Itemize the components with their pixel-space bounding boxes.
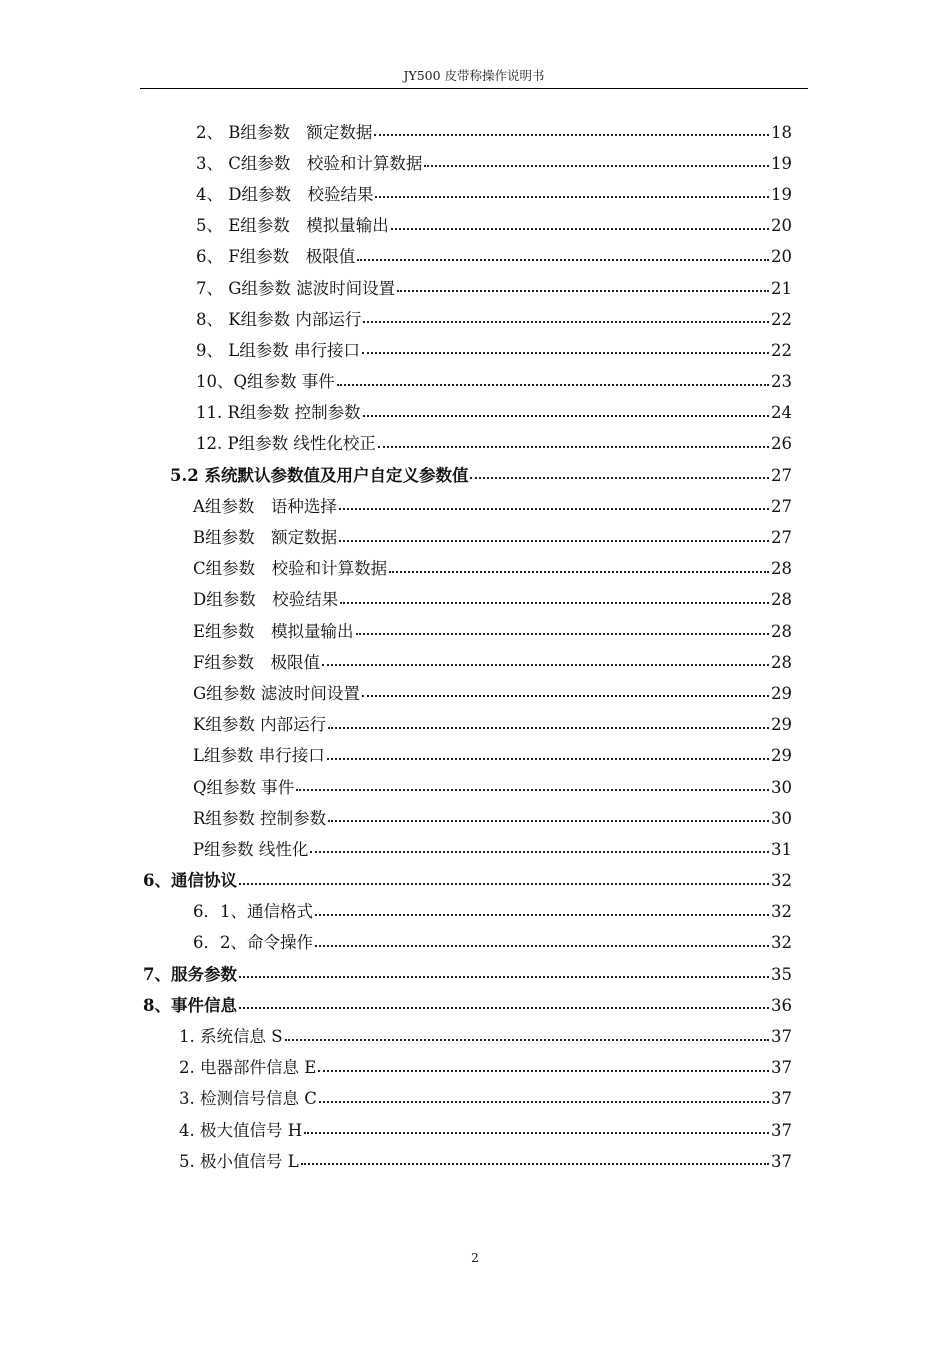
toc-entry-label: B组参数 额定数据 <box>193 528 338 548</box>
toc-entry-page: 23 <box>771 372 792 392</box>
toc-entry[interactable] <box>0 1021 950 1052</box>
toc-entry[interactable] <box>0 335 950 366</box>
toc-entry[interactable] <box>0 678 950 709</box>
toc-entry[interactable] <box>0 211 950 242</box>
toc-entry-page: 37 <box>771 1120 792 1140</box>
toc-entry-page: 28 <box>771 621 792 641</box>
toc-entry-label: D组参数 校验结果 <box>193 590 339 610</box>
dot-leader <box>362 351 769 354</box>
toc-entry-label: G组参数 滤波时间设置 <box>193 683 360 703</box>
dot-leader <box>328 726 769 729</box>
dot-leader <box>319 1100 769 1103</box>
toc-entry-page: 31 <box>771 839 792 859</box>
toc-entry-label: 1. 系统信息 S <box>179 1027 283 1047</box>
toc-entry-label: K组参数 内部运行 <box>193 715 327 735</box>
toc-entry-page: 26 <box>771 434 792 454</box>
toc-entry-page: 28 <box>771 559 792 579</box>
toc-entry-label: 2、 B组参数 额定数据 <box>196 122 373 142</box>
toc-entry[interactable] <box>0 179 950 210</box>
toc-entry[interactable] <box>0 367 950 398</box>
dot-leader <box>357 258 769 261</box>
toc-entry[interactable] <box>0 866 950 897</box>
toc-entry[interactable] <box>0 554 950 585</box>
toc-entry[interactable] <box>0 959 950 990</box>
page-footer <box>0 1250 950 1265</box>
toc-entry-page: 37 <box>771 1089 792 1109</box>
toc-entry[interactable] <box>0 1053 950 1084</box>
toc-entry-page: 21 <box>771 278 792 298</box>
toc-entry-page: 19 <box>771 184 792 204</box>
toc-entry-label: 7、服务参数 <box>143 964 237 984</box>
dot-leader <box>363 320 769 323</box>
toc-entry-label: 4、 D组参数 校验结果 <box>196 184 374 204</box>
toc-entry-label: R组参数 控制参数 <box>193 808 327 828</box>
toc-entry[interactable] <box>0 1084 950 1115</box>
toc-entry[interactable] <box>0 117 950 148</box>
toc-entry[interactable] <box>0 522 950 553</box>
dot-leader <box>339 539 769 542</box>
toc-entry-page: 29 <box>771 715 792 735</box>
dot-leader <box>304 1131 769 1134</box>
toc-entry-page: 32 <box>771 933 792 953</box>
toc-entry-label: 4. 极大值信号 H <box>179 1120 303 1140</box>
toc-entry-page: 37 <box>771 1027 792 1047</box>
toc-entry-page: 32 <box>771 871 792 891</box>
toc-entry-page: 37 <box>771 1058 792 1078</box>
toc-entry[interactable] <box>0 585 950 616</box>
dot-leader <box>337 383 769 386</box>
toc-entry-label: 8、 K组参数 内部运行 <box>196 309 362 329</box>
toc-entry-label: 5. 极小值信号 L <box>179 1151 299 1171</box>
dot-leader <box>470 476 769 479</box>
toc-entry[interactable] <box>0 647 950 678</box>
toc-entry[interactable] <box>0 491 950 522</box>
dot-leader <box>315 913 769 916</box>
toc-entry-page: 30 <box>771 808 792 828</box>
toc-entry-page: 36 <box>771 995 792 1015</box>
dot-leader <box>315 944 769 947</box>
dot-leader <box>356 632 769 635</box>
dot-leader <box>389 570 769 573</box>
page-header <box>140 66 808 89</box>
dot-leader <box>239 975 769 978</box>
page-number: 2 <box>471 1250 479 1265</box>
dot-leader <box>310 850 769 853</box>
toc-entry-page: 19 <box>771 153 792 173</box>
toc-entry-label: C组参数 校验和计算数据 <box>193 559 388 579</box>
toc-entry[interactable] <box>0 772 950 803</box>
toc-entry-label: Q组参数 事件 <box>193 777 295 797</box>
toc-entry[interactable] <box>0 616 950 647</box>
toc-entry-page: 27 <box>771 465 792 485</box>
dot-leader <box>285 1038 769 1041</box>
toc-entry[interactable] <box>0 148 950 179</box>
dot-leader <box>296 788 769 791</box>
dot-leader <box>327 757 769 760</box>
toc-entry-label: 12. P组参数 线性化校正 <box>196 434 376 454</box>
toc-entry-label: 7、 G组参数 滤波时间设置 <box>196 278 396 298</box>
toc-entry-page: 28 <box>771 652 792 672</box>
toc-entry[interactable] <box>0 990 950 1021</box>
dot-leader <box>339 507 769 510</box>
toc-entry[interactable] <box>0 928 950 959</box>
toc-entry-label: 5.2 系统默认参数值及用户自定义参数值 <box>170 465 469 485</box>
header-title: JY500 皮带称操作说明书 <box>403 68 545 83</box>
dot-leader <box>301 1162 769 1165</box>
toc-entry-label: 3、 C组参数 校验和计算数据 <box>196 153 423 173</box>
toc-entry-label: 9、 L组参数 串行接口 <box>196 340 360 360</box>
toc-entry-label: F组参数 极限值 <box>193 652 320 672</box>
dot-leader <box>378 445 769 448</box>
toc-entry[interactable] <box>0 710 950 741</box>
toc-entry-label: 10、Q组参数 事件 <box>196 372 335 392</box>
toc-entry-page: 22 <box>771 340 792 360</box>
toc-entry-page: 30 <box>771 777 792 797</box>
toc-entry-label: 6、 F组参数 极限值 <box>196 247 356 267</box>
dot-leader <box>391 227 769 230</box>
toc-entry-page: 27 <box>771 528 792 548</box>
toc-entry-label: 6．2、命令操作 <box>193 933 313 953</box>
dot-leader <box>375 195 769 198</box>
toc-entry-page: 35 <box>771 964 792 984</box>
toc-entry-label: 2. 电器部件信息 E <box>179 1058 317 1078</box>
toc-entry[interactable] <box>0 273 950 304</box>
toc-entry[interactable] <box>0 460 950 491</box>
toc-entry-page: 29 <box>771 683 792 703</box>
toc-entry-label: 3. 检测信号信息 C <box>179 1089 317 1109</box>
toc-entry-label: E组参数 模拟量输出 <box>193 621 354 641</box>
toc-entry-page: 20 <box>771 216 792 236</box>
toc-entry[interactable] <box>0 1146 950 1177</box>
dot-leader <box>397 289 769 292</box>
toc-entry[interactable] <box>0 897 950 928</box>
dot-leader <box>424 164 769 167</box>
toc-entry-label: 11. R组参数 控制参数 <box>196 403 361 423</box>
dot-leader <box>318 1069 769 1072</box>
toc-entry-label: A组参数 语种选择 <box>193 496 337 516</box>
toc-entry-label: 6、通信协议 <box>143 871 237 891</box>
dot-leader <box>239 882 769 885</box>
toc-entry-page: 22 <box>771 309 792 329</box>
toc-entry[interactable] <box>0 834 950 865</box>
toc-entry-page: 32 <box>771 902 792 922</box>
toc-entry[interactable] <box>0 1115 950 1146</box>
dot-leader <box>363 414 769 417</box>
toc-entry-page: 18 <box>771 122 792 142</box>
toc-entry-label: L组参数 串行接口 <box>193 746 325 766</box>
toc-entry-page: 37 <box>771 1151 792 1171</box>
dot-leader <box>340 601 769 604</box>
dot-leader <box>322 663 769 666</box>
toc-entry[interactable] <box>0 803 950 834</box>
toc-entry-page: 24 <box>771 403 792 423</box>
dot-leader <box>362 694 769 697</box>
toc-entry-label: 6．1、通信格式 <box>193 902 313 922</box>
dot-leader <box>374 133 769 136</box>
dot-leader <box>239 1006 769 1009</box>
toc-entry-label: P组参数 线性化 <box>193 839 309 859</box>
table-of-contents <box>0 117 950 1177</box>
toc-entry[interactable] <box>0 429 950 460</box>
toc-entry-page: 20 <box>771 247 792 267</box>
toc-entry[interactable] <box>0 304 950 335</box>
toc-entry-page: 28 <box>771 590 792 610</box>
toc-entry[interactable] <box>0 398 950 429</box>
dot-leader <box>328 819 769 822</box>
toc-entry-label: 8、事件信息 <box>143 995 237 1015</box>
toc-entry[interactable] <box>0 741 950 772</box>
toc-entry-label: 5、 E组参数 模拟量输出 <box>196 216 389 236</box>
toc-entry-page: 27 <box>771 496 792 516</box>
toc-entry-page: 29 <box>771 746 792 766</box>
toc-entry[interactable] <box>0 242 950 273</box>
